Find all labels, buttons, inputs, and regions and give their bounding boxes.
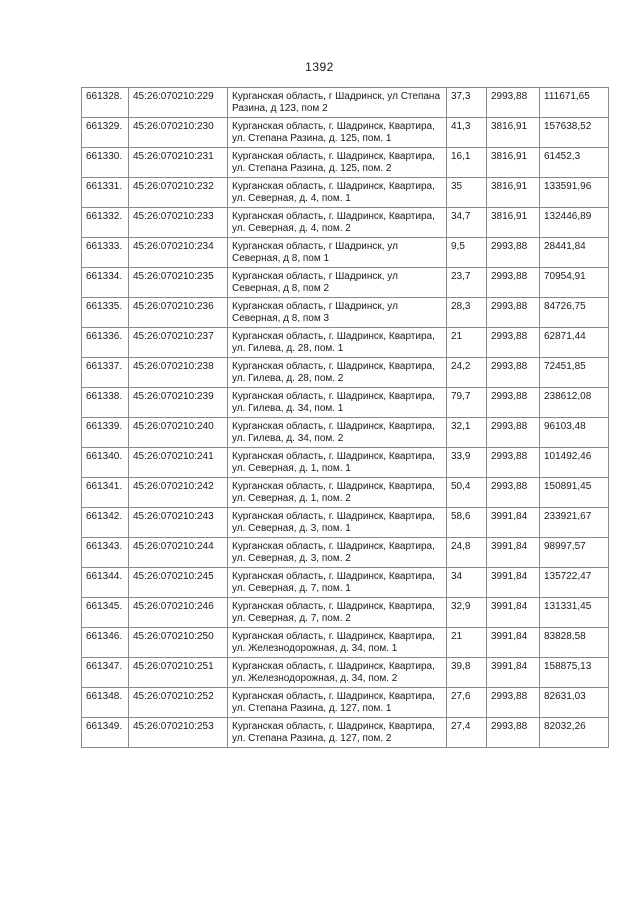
rate-cell: 2993,88: [487, 688, 540, 718]
cadastral-number-cell: 45:26:070210:241: [129, 448, 228, 478]
area-cell: 21: [447, 328, 487, 358]
area-cell: 27,6: [447, 688, 487, 718]
row-number-cell: 661337.: [82, 358, 129, 388]
row-number-cell: 661340.: [82, 448, 129, 478]
table-row: [82, 208, 609, 238]
rate-cell: 3816,91: [487, 118, 540, 148]
area-cell: 32,1: [447, 418, 487, 448]
address-cell: Курганская область, г. Шадринск, Квартира, ул. Гилева, д. 28, пом. 1: [228, 328, 447, 358]
row-number-cell: 661342.: [82, 508, 129, 538]
address-cell: Курганская область, г. Шадринск, Квартира, ул. Северная, д. 7, пом. 2: [228, 598, 447, 628]
area-cell: 24,8: [447, 538, 487, 568]
table-row: [82, 718, 609, 748]
area-cell: 16,1: [447, 148, 487, 178]
cadastral-value-cell: 101492,46: [540, 448, 609, 478]
row-number-cell: 661328.: [82, 88, 129, 118]
address-cell: Курганская область, г. Шадринск, Квартира, ул. Степана Разина, д. 127, пом. 1: [228, 688, 447, 718]
rate-cell: 3816,91: [487, 178, 540, 208]
rate-cell: 3991,84: [487, 628, 540, 658]
address-cell: Курганская область, г. Шадринск, Квартира, ул. Гилева, д. 34, пом. 1: [228, 388, 447, 418]
cadastral-value-cell: 28441,84: [540, 238, 609, 268]
registry-table-body: [82, 88, 609, 748]
cadastral-number-cell: 45:26:070210:229: [129, 88, 228, 118]
row-number-cell: 661348.: [82, 688, 129, 718]
cadastral-number-cell: 45:26:070210:244: [129, 538, 228, 568]
row-number-cell: 661331.: [82, 178, 129, 208]
row-number-cell: 661336.: [82, 328, 129, 358]
row-number-cell: 661347.: [82, 658, 129, 688]
address-cell: Курганская область, г Шадринск, ул Степана Разина, д 123, пом 2: [228, 88, 447, 118]
area-cell: 21: [447, 628, 487, 658]
rate-cell: 2993,88: [487, 478, 540, 508]
address-cell: Курганская область, г. Шадринск, Квартира, ул. Северная, д. 3, пом. 1: [228, 508, 447, 538]
address-cell: Курганская область, г. Шадринск, Квартира, ул. Степана Разина, д. 127, пом. 2: [228, 718, 447, 748]
rate-cell: 2993,88: [487, 718, 540, 748]
rate-cell: 3816,91: [487, 148, 540, 178]
row-number-cell: 661343.: [82, 538, 129, 568]
address-cell: Курганская область, г Шадринск, ул Северная, д 8, пом 1: [228, 238, 447, 268]
cadastral-value-cell: 72451,85: [540, 358, 609, 388]
rate-cell: 2993,88: [487, 238, 540, 268]
cadastral-value-cell: 157638,52: [540, 118, 609, 148]
table-row: [82, 658, 609, 688]
rate-cell: 2993,88: [487, 418, 540, 448]
cadastral-value-cell: 70954,91: [540, 268, 609, 298]
table-row: [82, 448, 609, 478]
area-cell: 41,3: [447, 118, 487, 148]
cadastral-value-cell: 98997,57: [540, 538, 609, 568]
cadastral-number-cell: 45:26:070210:233: [129, 208, 228, 238]
area-cell: 34: [447, 568, 487, 598]
area-cell: 79,7: [447, 388, 487, 418]
area-cell: 27,4: [447, 718, 487, 748]
area-cell: 50,4: [447, 478, 487, 508]
cadastral-number-cell: 45:26:070210:235: [129, 268, 228, 298]
rate-cell: 2993,88: [487, 268, 540, 298]
cadastral-number-cell: 45:26:070210:239: [129, 388, 228, 418]
table-row: [82, 148, 609, 178]
cadastral-number-cell: 45:26:070210:238: [129, 358, 228, 388]
cadastral-number-cell: 45:26:070210:245: [129, 568, 228, 598]
table-row: [82, 118, 609, 148]
cadastral-number-cell: 45:26:070210:234: [129, 238, 228, 268]
cadastral-value-cell: 132446,89: [540, 208, 609, 238]
area-cell: 39,8: [447, 658, 487, 688]
address-cell: Курганская область, г. Шадринск, Квартира, ул. Степана Разина, д. 125, пом. 1: [228, 118, 447, 148]
cadastral-value-cell: 111671,65: [540, 88, 609, 118]
address-cell: Курганская область, г. Шадринск, Квартира, ул. Степана Разина, д. 125, пом. 2: [228, 148, 447, 178]
table-row: [82, 298, 609, 328]
row-number-cell: 661334.: [82, 268, 129, 298]
area-cell: 28,3: [447, 298, 487, 328]
cadastral-number-cell: 45:26:070210:231: [129, 148, 228, 178]
cadastral-value-cell: 150891,45: [540, 478, 609, 508]
row-number-cell: 661338.: [82, 388, 129, 418]
address-cell: Курганская область, г. Шадринск, Квартира, ул. Гилева, д. 34, пом. 2: [228, 418, 447, 448]
row-number-cell: 661349.: [82, 718, 129, 748]
cadastral-value-cell: 82631,03: [540, 688, 609, 718]
cadastral-number-cell: 45:26:070210:242: [129, 478, 228, 508]
cadastral-value-cell: 133591,96: [540, 178, 609, 208]
cadastral-value-cell: 135722,47: [540, 568, 609, 598]
table-row: [82, 178, 609, 208]
cadastral-number-cell: 45:26:070210:252: [129, 688, 228, 718]
rate-cell: 3991,84: [487, 568, 540, 598]
cadastral-number-cell: 45:26:070210:236: [129, 298, 228, 328]
area-cell: 9,5: [447, 238, 487, 268]
rate-cell: 2993,88: [487, 448, 540, 478]
area-cell: 35: [447, 178, 487, 208]
cadastral-value-cell: 233921,67: [540, 508, 609, 538]
registry-table: [81, 87, 609, 748]
address-cell: Курганская область, г. Шадринск, Квартира, ул. Северная, д. 4, пом. 1: [228, 178, 447, 208]
rate-cell: 3991,84: [487, 508, 540, 538]
cadastral-number-cell: 45:26:070210:253: [129, 718, 228, 748]
address-cell: Курганская область, г. Шадринск, Квартира, ул. Северная, д. 4, пом. 2: [228, 208, 447, 238]
rate-cell: 3991,84: [487, 598, 540, 628]
cadastral-value-cell: 131331,45: [540, 598, 609, 628]
address-cell: Курганская область, г. Шадринск, Квартира, ул. Гилева, д. 28, пом. 2: [228, 358, 447, 388]
cadastral-number-cell: 45:26:070210:246: [129, 598, 228, 628]
row-number-cell: 661345.: [82, 598, 129, 628]
table-row: [82, 358, 609, 388]
table-row: [82, 568, 609, 598]
rate-cell: 3991,84: [487, 658, 540, 688]
row-number-cell: 661341.: [82, 478, 129, 508]
address-cell: Курганская область, г. Шадринск, Квартира, ул. Железнодорожная, д. 34, пом. 2: [228, 658, 447, 688]
cadastral-number-cell: 45:26:070210:243: [129, 508, 228, 538]
area-cell: 24,2: [447, 358, 487, 388]
cadastral-value-cell: 82032,26: [540, 718, 609, 748]
table-row: [82, 268, 609, 298]
row-number-cell: 661329.: [82, 118, 129, 148]
table-row: [82, 478, 609, 508]
cadastral-number-cell: 45:26:070210:232: [129, 178, 228, 208]
cadastral-value-cell: 238612,08: [540, 388, 609, 418]
cadastral-value-cell: 96103,48: [540, 418, 609, 448]
address-cell: Курганская область, г. Шадринск, Квартира, ул. Северная, д. 1, пом. 2: [228, 478, 447, 508]
table-row: [82, 628, 609, 658]
cadastral-number-cell: 45:26:070210:250: [129, 628, 228, 658]
rate-cell: 2993,88: [487, 88, 540, 118]
address-cell: Курганская область, г. Шадринск, Квартира, ул. Северная, д. 1, пом. 1: [228, 448, 447, 478]
table-row: [82, 88, 609, 118]
rate-cell: 2993,88: [487, 358, 540, 388]
row-number-cell: 661335.: [82, 298, 129, 328]
area-cell: 58,6: [447, 508, 487, 538]
table-row: [82, 538, 609, 568]
table-row: [82, 598, 609, 628]
row-number-cell: 661330.: [82, 148, 129, 178]
rate-cell: 2993,88: [487, 388, 540, 418]
cadastral-number-cell: 45:26:070210:237: [129, 328, 228, 358]
cadastral-number-cell: 45:26:070210:240: [129, 418, 228, 448]
row-number-cell: 661344.: [82, 568, 129, 598]
row-number-cell: 661333.: [82, 238, 129, 268]
cadastral-value-cell: 61452,3: [540, 148, 609, 178]
table-row: [82, 388, 609, 418]
table-row: [82, 688, 609, 718]
area-cell: 37,3: [447, 88, 487, 118]
rate-cell: 3816,91: [487, 208, 540, 238]
area-cell: 23,7: [447, 268, 487, 298]
table-row: [82, 238, 609, 268]
rate-cell: 3991,84: [487, 538, 540, 568]
cadastral-value-cell: 62871,44: [540, 328, 609, 358]
cadastral-number-cell: 45:26:070210:251: [129, 658, 228, 688]
page-number: 1392: [305, 60, 334, 74]
table-row: [82, 418, 609, 448]
address-cell: Курганская область, г Шадринск, ул Северная, д 8, пом 2: [228, 268, 447, 298]
address-cell: Курганская область, г. Шадринск, Квартира, ул. Северная, д. 3, пом. 2: [228, 538, 447, 568]
row-number-cell: 661339.: [82, 418, 129, 448]
rate-cell: 2993,88: [487, 298, 540, 328]
row-number-cell: 661332.: [82, 208, 129, 238]
rate-cell: 2993,88: [487, 328, 540, 358]
cadastral-value-cell: 84726,75: [540, 298, 609, 328]
area-cell: 33,9: [447, 448, 487, 478]
address-cell: Курганская область, г. Шадринск, Квартира, ул. Северная, д. 7, пом. 1: [228, 568, 447, 598]
address-cell: Курганская область, г Шадринск, ул Северная, д 8, пом 3: [228, 298, 447, 328]
row-number-cell: 661346.: [82, 628, 129, 658]
table-row: [82, 328, 609, 358]
cadastral-number-cell: 45:26:070210:230: [129, 118, 228, 148]
table-row: [82, 508, 609, 538]
area-cell: 32,9: [447, 598, 487, 628]
cadastral-value-cell: 158875,13: [540, 658, 609, 688]
cadastral-value-cell: 83828,58: [540, 628, 609, 658]
address-cell: Курганская область, г. Шадринск, Квартира, ул. Железнодорожная, д. 34, пом. 1: [228, 628, 447, 658]
area-cell: 34,7: [447, 208, 487, 238]
